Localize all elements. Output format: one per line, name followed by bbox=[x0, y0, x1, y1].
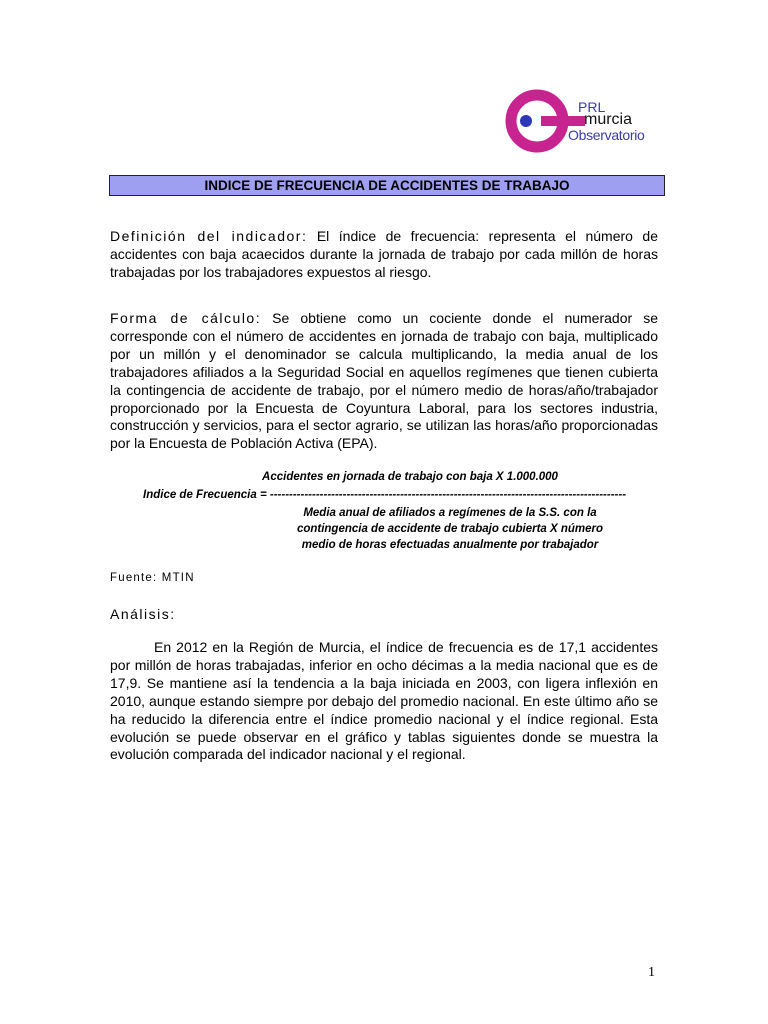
analisis-heading: Análisis: bbox=[110, 606, 176, 622]
analisis-paragraph: En 2012 en la Región de Murcia, el índice de frecuencia es de 17,1 accidentes por millón de horas trabajadas, inferior en ocho décimas a la media nacional que es de 17,9. Se mantiene así la tendencia a la baja iniciada en 2003, con ligera inflexión en 2010, aunque estando siempre por debajo del promedio nacional. En este último año se ha reducido la diferencia entre el índice promedio nacional y el índice regional. Esta evolución se puede observar en el gráfico y tablas siguientes donde se muestra la evolución comparada del indicador nacional y el regional. bbox=[110, 639, 658, 763]
forma-calculo-paragraph bbox=[110, 310, 658, 453]
logo-murcia-text: murcia bbox=[584, 111, 633, 128]
formula-dashes: --------------------------------------------------------------------------------------------- bbox=[269, 489, 627, 501]
page-number: 1 bbox=[648, 965, 655, 980]
definicion-paragraph bbox=[110, 228, 658, 282]
definicion-label: Definición del indicador: bbox=[110, 228, 308, 244]
logo-observatorio-text: Observatorio bbox=[568, 127, 645, 143]
prl-murcia-logo bbox=[495, 84, 670, 159]
formula-denominator: Media anual de afiliados a regímenes de la S.S. con la contingencia de accidente de trabajo cubierta X número medio de horas efectuadas anualmente por trabajador bbox=[296, 507, 604, 551]
definicion-text: El índice de frecuencia: representa el número de accidentes con baja acaecidos durante la jornada de trabajo por cada millón de horas trabajadas por los trabajadores expuestos al riesgo. bbox=[110, 228, 658, 280]
formula-line bbox=[143, 489, 663, 501]
formula-numerator: Accidentes en jornada de trabajo con baja X 1.000.000 bbox=[262, 471, 558, 483]
document-title: INDICE DE FRECUENCIA DE ACCIDENTES DE TRABAJO bbox=[109, 175, 665, 196]
logo-mark bbox=[495, 84, 670, 159]
source-note: Fuente: MTIN bbox=[110, 572, 195, 584]
forma-calculo-label: Forma de cálculo: bbox=[110, 310, 262, 326]
formula-label: Índice de Frecuencia = bbox=[143, 489, 270, 501]
forma-calculo-text: Se obtiene como un cociente donde el numerador se corresponde con el número de accidentes en jornada de trabajo con baja, multiplicado por un millón y el denominador se calcula multiplicando, la media anual de los trabajadores afiliados a la Seguridad Social en aquellos regímenes que tienen cubierta la contingencia de accidente de trabajo, por el número medio de horas/año/trabajador proporcionado por la Encuesta de Coyuntura Laboral, para los sectores industria, construcción y servicios, para el sector agrario, se utilizan las horas/año proporcionadas por la Encuesta de Población Activa (EPA). bbox=[110, 310, 658, 452]
logo-prl-text: PRL bbox=[578, 99, 606, 115]
